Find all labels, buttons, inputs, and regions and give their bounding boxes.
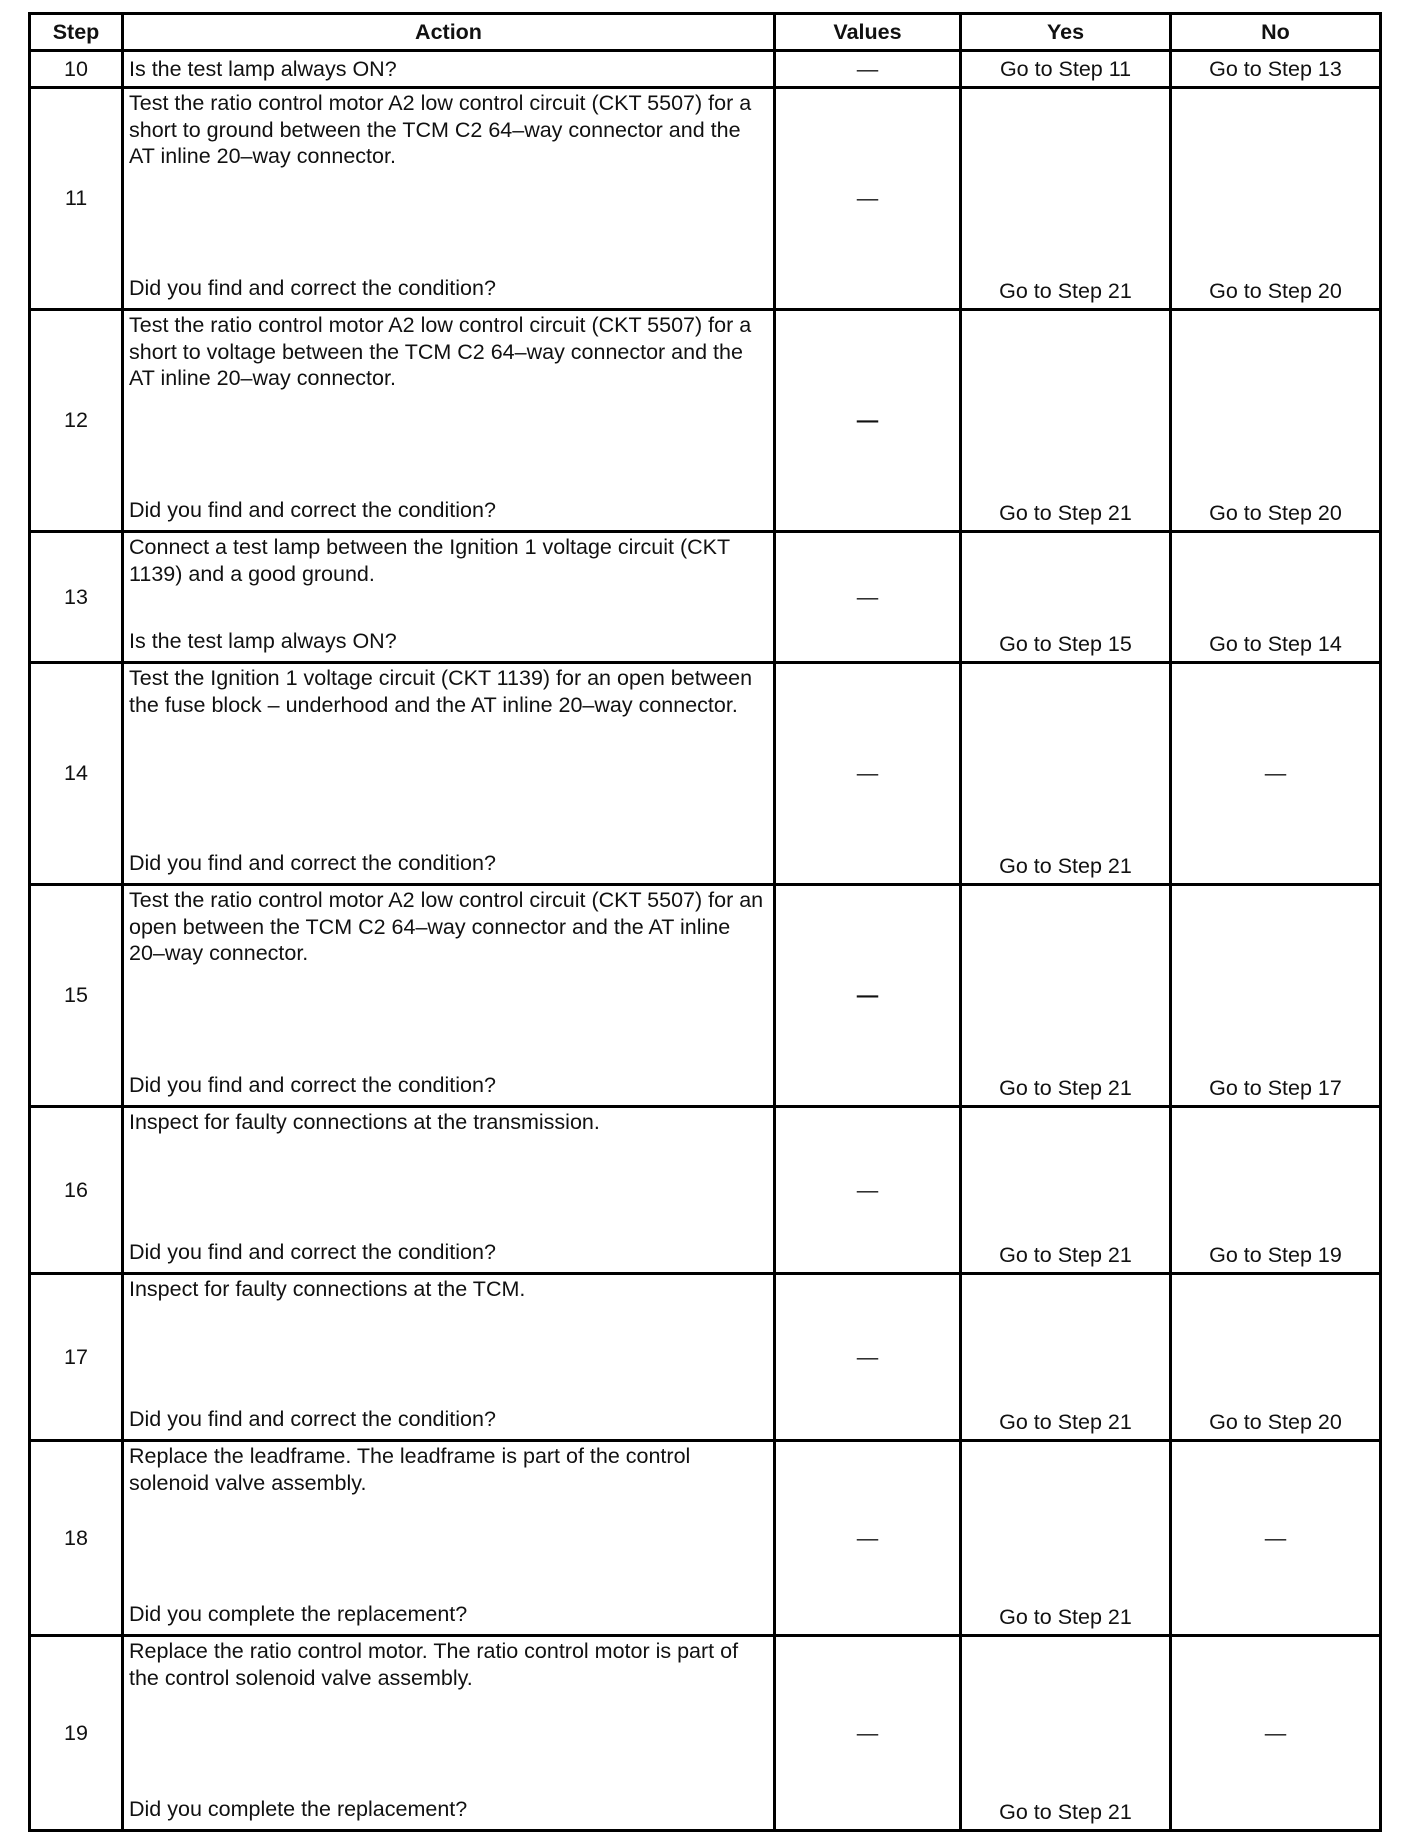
action-cell <box>123 532 775 663</box>
yes-cell <box>961 1274 1171 1441</box>
no-link[interactable]: Go to Step 17 <box>1209 1076 1342 1100</box>
values-cell: — <box>775 663 961 885</box>
values-cell: — <box>775 310 961 532</box>
no-link[interactable]: Go to Step 20 <box>1209 501 1342 525</box>
yes-link[interactable]: Go to Step 21 <box>999 1800 1132 1824</box>
values-cell: — <box>775 885 961 1107</box>
action-text: Test the ratio control motor A2 low control circuit (CKT 5507) for a short to voltage between the TCM C2 64–way connector and the AT inline 20–way connector. <box>129 313 752 390</box>
action-question: Did you find and correct the condition? <box>129 276 496 300</box>
values-cell: — <box>775 532 961 663</box>
table-row <box>30 663 1381 885</box>
step-number: 15 <box>30 885 123 1107</box>
no-cell <box>1171 310 1381 532</box>
values-cell: — <box>775 1107 961 1274</box>
action-text: Is the test lamp always ON? <box>129 56 397 81</box>
action-text: Test the Ignition 1 voltage circuit (CKT 1139) for an open between the fuse block – underhood and the AT inline 20–way connector. <box>129 666 753 717</box>
no-link[interactable]: Go to Step 20 <box>1209 1410 1342 1434</box>
action-cell <box>123 1636 775 1831</box>
yes-cell <box>961 1636 1171 1831</box>
no-link[interactable]: Go to Step 13 <box>1171 51 1381 88</box>
action-cell <box>123 885 775 1107</box>
yes-cell <box>961 532 1171 663</box>
table-row <box>30 88 1381 310</box>
action-cell <box>123 663 775 885</box>
yes-cell <box>961 1441 1171 1636</box>
no-cell <box>1171 88 1381 310</box>
values-cell: — <box>775 1274 961 1441</box>
table-row <box>30 885 1381 1107</box>
action-cell <box>123 1107 775 1274</box>
action-question: Did you find and correct the condition? <box>129 1073 496 1097</box>
table-row <box>30 310 1381 532</box>
header-yes: Yes <box>961 14 1171 51</box>
no-cell <box>1171 1107 1381 1274</box>
header-step: Step <box>30 14 123 51</box>
yes-cell <box>961 885 1171 1107</box>
table-row <box>30 532 1381 663</box>
action-question: Did you find and correct the condition? <box>129 1407 496 1431</box>
values-cell: — <box>775 88 961 310</box>
no-cell: — <box>1171 663 1381 885</box>
action-cell <box>123 1441 775 1636</box>
no-cell <box>1171 1274 1381 1441</box>
yes-link[interactable]: Go to Step 21 <box>999 1605 1132 1629</box>
step-number: 18 <box>30 1441 123 1636</box>
action-question: Is the test lamp always ON? <box>129 629 397 653</box>
values-cell: — <box>775 1636 961 1831</box>
yes-link[interactable]: Go to Step 21 <box>999 1410 1132 1434</box>
yes-cell <box>961 310 1171 532</box>
values-cell: — <box>775 51 961 88</box>
step-number: 10 <box>30 51 123 88</box>
yes-cell <box>961 88 1171 310</box>
no-cell: — <box>1171 1441 1381 1636</box>
action-cell <box>123 310 775 532</box>
header-action: Action <box>123 14 775 51</box>
step-number: 19 <box>30 1636 123 1831</box>
header-values: Values <box>775 14 961 51</box>
no-link[interactable]: Go to Step 14 <box>1209 632 1342 656</box>
action-text: Test the ratio control motor A2 low control circuit (CKT 5507) for an open between the TCM C2 64–way connector and the AT inline 20–way connector. <box>129 888 764 965</box>
header-no: No <box>1171 14 1381 51</box>
action-question: Did you find and correct the condition? <box>129 1240 496 1264</box>
action-text: Inspect for faulty connections at the TCM. <box>129 1277 526 1301</box>
yes-link[interactable]: Go to Step 11 <box>961 51 1171 88</box>
table-row <box>30 1636 1381 1831</box>
action-question: Did you find and correct the condition? <box>129 851 496 875</box>
yes-link[interactable]: Go to Step 21 <box>999 501 1132 525</box>
action-question: Did you complete the replacement? <box>129 1602 468 1626</box>
header-row <box>30 14 1381 51</box>
action-cell <box>123 1274 775 1441</box>
action-cell <box>123 51 775 88</box>
table-row <box>30 51 1381 88</box>
yes-cell <box>961 663 1171 885</box>
yes-cell <box>961 1107 1171 1274</box>
step-number: 13 <box>30 532 123 663</box>
action-question: Did you find and correct the condition? <box>129 498 496 522</box>
no-cell <box>1171 885 1381 1107</box>
no-link[interactable]: Go to Step 20 <box>1209 279 1342 303</box>
diagnostic-table <box>28 12 1382 1832</box>
action-text: Replace the leadframe. The leadframe is part of the control solenoid valve assembly. <box>129 1444 691 1495</box>
no-link[interactable]: Go to Step 19 <box>1209 1243 1342 1267</box>
yes-link[interactable]: Go to Step 21 <box>999 854 1132 878</box>
no-cell <box>1171 532 1381 663</box>
table-row <box>30 1107 1381 1274</box>
action-text: Replace the ratio control motor. The ratio control motor is part of the control solenoid valve assembly. <box>129 1639 739 1690</box>
action-question: Did you complete the replacement? <box>129 1797 468 1821</box>
step-number: 16 <box>30 1107 123 1274</box>
table-row <box>30 1274 1381 1441</box>
action-cell <box>123 88 775 310</box>
action-text: Inspect for faulty connections at the transmission. <box>129 1110 600 1134</box>
step-number: 12 <box>30 310 123 532</box>
yes-link[interactable]: Go to Step 21 <box>999 279 1132 303</box>
action-text: Test the ratio control motor A2 low control circuit (CKT 5507) for a short to ground between the TCM C2 64–way connector and the AT inline 20–way connector. <box>129 91 752 168</box>
yes-link[interactable]: Go to Step 21 <box>999 1243 1132 1267</box>
values-cell: — <box>775 1441 961 1636</box>
step-number: 11 <box>30 88 123 310</box>
yes-link[interactable]: Go to Step 21 <box>999 1076 1132 1100</box>
step-number: 14 <box>30 663 123 885</box>
no-cell: — <box>1171 1636 1381 1831</box>
table-row <box>30 1441 1381 1636</box>
action-text: Connect a test lamp between the Ignition 1 voltage circuit (CKT 1139) and a good ground. <box>129 535 730 586</box>
step-number: 17 <box>30 1274 123 1441</box>
yes-link[interactable]: Go to Step 15 <box>999 632 1132 656</box>
